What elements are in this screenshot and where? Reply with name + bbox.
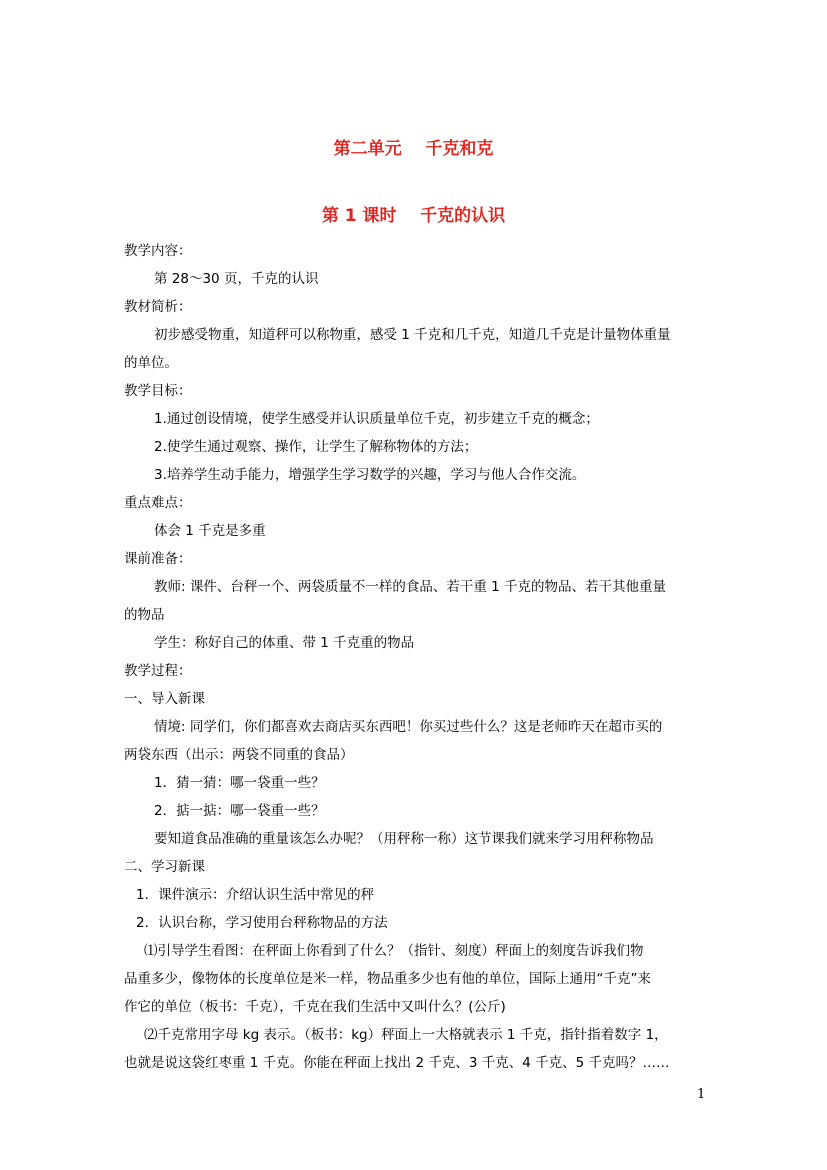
paragraph-line: 品重多少，像物体的长度单位是米一样，物品重多少也有他的单位，国际上通用“千克”来 (124, 971, 651, 987)
list-item: 2．认识台称，学习使用台秤称物品的方法 (136, 915, 388, 931)
section-heading-content: 教学内容： (124, 243, 192, 259)
section-heading-key-points: 重点难点： (124, 495, 192, 511)
paragraph-line: ⑵千克常用字母 kg 表示。（板书：kg）秤面上一大格就表示 1 千克，指针指着数字 1， (144, 1027, 668, 1043)
paragraph-line: 要知道食品准确的重量该怎么办呢？（用秤称一称）这节课我们就来学习用秤称物品 (154, 831, 654, 847)
section-heading-goals: 教学目标： (124, 383, 192, 399)
paragraph-line: 体会 1 千克是多重 (154, 523, 266, 539)
section-heading-preparation: 课前准备： (124, 551, 192, 567)
paragraph-line: 教师: 课件、台秤一个、两袋质量不一样的食品、若干重 1 千克的物品、若干其他重量 (154, 579, 667, 595)
list-item: 3.培养学生动手能力，增强学生学习数学的兴趣，学习与他人合作交流。 (154, 467, 586, 483)
subsection-heading: 二、学习新课 (124, 859, 205, 875)
unit-title: 第二单元 千克和克 (333, 139, 494, 159)
list-item: 1．课件演示：介绍认识生活中常见的秤 (136, 887, 375, 903)
paragraph-line: 的物品 (124, 607, 165, 623)
list-item: 2.使学生通过观察、操作，让学生了解称物体的方法； (154, 439, 478, 455)
list-item: 2．掂一掂：哪一袋重一些？ (154, 803, 325, 819)
paragraph-line: 也就是说这袋红枣重 1 千克。你能在秤面上找出 2 千克、3 千克、4 千克、5 千克吗？…… (124, 1055, 670, 1071)
lesson-title: 第 1 课时 千克的认识 (321, 206, 506, 226)
section-heading-analysis: 教材简析： (124, 299, 192, 315)
paragraph-line: 作它的单位（板书：千克），千克在我们生活中又叫什么？(公斤) (124, 999, 506, 1015)
paragraph-line: 情境: 同学们，你们都喜欢去商店买东西吧！你买过些什么？这是老师昨天在超市买的 (154, 719, 663, 735)
subsection-heading: 一、导入新课 (124, 691, 205, 707)
paragraph-line: 学生：称好自己的体重、带 1 千克重的物品 (154, 635, 415, 651)
paragraph-line: 第 28～30 页，千克的认识 (154, 271, 319, 287)
page-number: 1 (697, 1087, 706, 1102)
paragraph-line: 初步感受物重，知道秤可以称物重，感受 1 千克和几千克，知道几千克是计量物体重量 (154, 327, 671, 343)
list-item: 1．猜一猜：哪一袋重一些？ (154, 775, 325, 791)
paragraph-line: 两袋东西（出示：两袋不同重的食品） (124, 747, 354, 763)
list-item: 1.通过创设情境，使学生感受并认识质量单位千克，初步建立千克的概念； (154, 411, 599, 427)
paragraph-line: 的单位。 (124, 355, 178, 371)
section-heading-process: 教学过程： (124, 663, 192, 679)
paragraph-line: ⑴引导学生看图：在秤面上你看到了什么？（指针、刻度）秤面上的刻度告诉我们物 (144, 943, 644, 959)
